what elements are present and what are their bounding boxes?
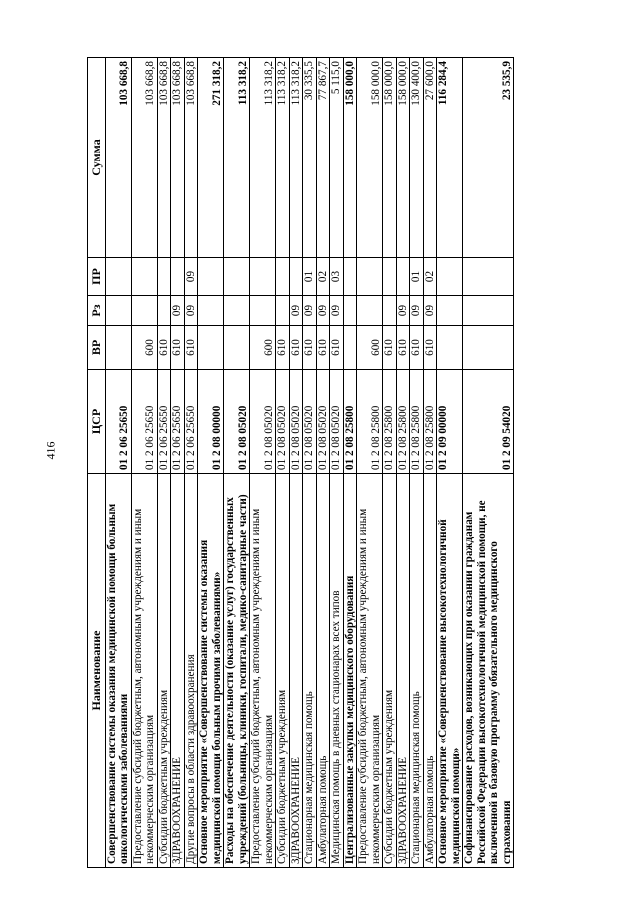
rz-cell: 09 <box>171 296 185 326</box>
rz-cell <box>198 296 224 326</box>
table-row <box>131 58 157 868</box>
csr-cell: 01 2 08 25800 <box>410 370 424 474</box>
pr-cell <box>437 258 463 296</box>
pr-cell: 09 <box>184 258 198 296</box>
pr-cell <box>198 258 224 296</box>
csr-cell: 01 2 08 05020 <box>316 370 330 474</box>
vr-cell: 610 <box>184 326 198 370</box>
header-csr: ЦСР <box>88 370 106 474</box>
sum-cell: 23 535,9 <box>463 58 514 258</box>
rz-cell <box>437 296 463 326</box>
pr-cell <box>276 258 290 296</box>
sum-cell: 5 115,0 <box>330 58 344 258</box>
name-cell: Предоставление субсидий бюджетным, автономным учреждениям и иным некоммерческим организациям <box>357 474 383 868</box>
pr-cell <box>383 258 397 296</box>
table-row <box>463 58 514 868</box>
sum-cell: 103 668,8 <box>157 58 171 258</box>
pr-cell <box>396 258 410 296</box>
table-row <box>250 58 276 868</box>
sum-cell: 158 000,0 <box>357 58 383 258</box>
vr-cell: 610 <box>396 326 410 370</box>
vr-cell: 610 <box>303 326 317 370</box>
sum-cell: 77 867,7 <box>316 58 330 258</box>
vr-cell <box>224 326 250 370</box>
vr-cell: 610 <box>289 326 303 370</box>
name-cell: Централизованные закупки медицинского оборудования <box>343 474 357 868</box>
pr-cell <box>224 258 250 296</box>
table-row <box>357 58 383 868</box>
header-pr: ПР <box>88 258 106 296</box>
sum-cell: 103 668,8 <box>171 58 185 258</box>
table-row <box>184 58 198 868</box>
rz-cell: 09 <box>316 296 330 326</box>
csr-cell: 01 2 08 05020 <box>289 370 303 474</box>
csr-cell: 01 2 06 25650 <box>105 370 131 474</box>
name-cell: Медицинская помощь в дневных стационарах всех типов <box>330 474 344 868</box>
csr-cell: 01 2 08 05020 <box>224 370 250 474</box>
header-sum: Сумма <box>88 58 106 258</box>
table-row <box>423 58 437 868</box>
rz-cell: 09 <box>423 296 437 326</box>
vr-cell <box>105 326 131 370</box>
rz-cell: 09 <box>184 296 198 326</box>
csr-cell: 01 2 09 54020 <box>463 370 514 474</box>
rz-cell <box>343 296 357 326</box>
pr-cell <box>105 258 131 296</box>
csr-cell: 01 2 06 25650 <box>171 370 185 474</box>
pr-cell <box>357 258 383 296</box>
vr-cell: 610 <box>316 326 330 370</box>
pr-cell: 02 <box>316 258 330 296</box>
table-row <box>276 58 290 868</box>
vr-cell: 610 <box>276 326 290 370</box>
pr-cell: 02 <box>423 258 437 296</box>
csr-cell: 01 2 08 05020 <box>276 370 290 474</box>
vr-cell: 610 <box>423 326 437 370</box>
pr-cell <box>289 258 303 296</box>
sum-cell: 113 318,2 <box>250 58 276 258</box>
csr-cell: 01 2 06 25650 <box>157 370 171 474</box>
sum-cell: 113 318,2 <box>289 58 303 258</box>
name-cell: Стационарная медицинская помощь <box>303 474 317 868</box>
sum-cell: 271 318,2 <box>198 58 224 258</box>
header-vr: ВР <box>88 326 106 370</box>
pr-cell <box>131 258 157 296</box>
sum-cell: 116 284,4 <box>437 58 463 258</box>
vr-cell: 610 <box>410 326 424 370</box>
vr-cell <box>463 326 514 370</box>
pr-cell: 03 <box>330 258 344 296</box>
rz-cell <box>250 296 276 326</box>
name-cell: Субсидии бюджетным учреждениям <box>383 474 397 868</box>
rz-cell: 09 <box>289 296 303 326</box>
rz-cell <box>276 296 290 326</box>
sum-cell: 103 668,8 <box>184 58 198 258</box>
name-cell: Предоставление субсидий бюджетным, автономным учреждениям и иным некоммерческим организациям <box>131 474 157 868</box>
csr-cell: 01 2 09 00000 <box>437 370 463 474</box>
name-cell: Амбулаторная помощь <box>316 474 330 868</box>
sum-cell: 158 000,0 <box>343 58 357 258</box>
table-row <box>157 58 171 868</box>
header-name: Наименование <box>88 474 106 868</box>
csr-cell: 01 2 06 25650 <box>184 370 198 474</box>
name-cell: ЗДРАВООХРАНЕНИЕ <box>289 474 303 868</box>
name-cell: Другие вопросы в области здравоохранения <box>184 474 198 868</box>
name-cell: Расходы на обеспечение деятельности (оказание услуг) государственных учреждений (больницы, клиники, госпитали, медико-санитарные части) <box>224 474 250 868</box>
csr-cell: 01 2 08 05020 <box>250 370 276 474</box>
name-cell: Субсидии бюджетным учреждениям <box>157 474 171 868</box>
page-number: 416 <box>43 441 58 459</box>
name-cell: ЗДРАВООХРАНЕНИЕ <box>396 474 410 868</box>
sum-cell: 30 335,5 <box>303 58 317 258</box>
rz-cell: 09 <box>303 296 317 326</box>
pr-cell <box>250 258 276 296</box>
pr-cell: 01 <box>303 258 317 296</box>
rz-cell <box>383 296 397 326</box>
header-rz: Рз <box>88 296 106 326</box>
csr-cell: 01 2 08 05020 <box>330 370 344 474</box>
pr-cell: 01 <box>410 258 424 296</box>
rz-cell <box>157 296 171 326</box>
table-row <box>105 58 131 868</box>
table-row <box>224 58 250 868</box>
vr-cell: 600 <box>131 326 157 370</box>
name-cell: Совершенствование системы оказания медицинской помощи больным онкологическими заболеваниями <box>105 474 131 868</box>
sum-cell: 158 000,0 <box>383 58 397 258</box>
vr-cell: 600 <box>250 326 276 370</box>
table-row <box>330 58 344 868</box>
csr-cell: 01 2 08 00000 <box>198 370 224 474</box>
vr-cell: 610 <box>171 326 185 370</box>
pr-cell <box>171 258 185 296</box>
csr-cell: 01 2 08 05020 <box>303 370 317 474</box>
rz-cell <box>357 296 383 326</box>
name-cell: Основное мероприятие «Совершенствование высокотехнологичной медицинской помощи» <box>437 474 463 868</box>
table-body <box>105 58 514 868</box>
csr-cell: 01 2 08 25800 <box>343 370 357 474</box>
table-header-row <box>88 58 106 868</box>
name-cell: ЗДРАВООХРАНЕНИЕ <box>171 474 185 868</box>
vr-cell <box>343 326 357 370</box>
table-row <box>289 58 303 868</box>
sum-cell: 113 318,2 <box>276 58 290 258</box>
vr-cell: 600 <box>357 326 383 370</box>
table-row <box>316 58 330 868</box>
rz-cell: 09 <box>410 296 424 326</box>
table-row <box>303 58 317 868</box>
pr-cell <box>157 258 171 296</box>
rz-cell <box>105 296 131 326</box>
csr-cell: 01 2 08 25800 <box>383 370 397 474</box>
pr-cell <box>343 258 357 296</box>
vr-cell <box>437 326 463 370</box>
csr-cell: 01 2 06 25650 <box>131 370 157 474</box>
table-row <box>396 58 410 868</box>
rz-cell: 09 <box>330 296 344 326</box>
sum-cell: 113 318,2 <box>224 58 250 258</box>
rotated-page <box>87 58 514 868</box>
sum-cell: 27 600,0 <box>423 58 437 258</box>
rz-cell <box>131 296 157 326</box>
name-cell: Амбулаторная помощь <box>423 474 437 868</box>
budget-table <box>87 57 514 868</box>
vr-cell <box>198 326 224 370</box>
rz-cell: 09 <box>396 296 410 326</box>
csr-cell: 01 2 08 25800 <box>396 370 410 474</box>
sum-cell: 158 000,0 <box>396 58 410 258</box>
table-row <box>437 58 463 868</box>
name-cell: Субсидии бюджетным учреждениям <box>276 474 290 868</box>
sum-cell: 103 668,8 <box>131 58 157 258</box>
vr-cell: 610 <box>330 326 344 370</box>
table-row <box>171 58 185 868</box>
vr-cell: 610 <box>157 326 171 370</box>
name-cell: Стационарная медицинская помощь <box>410 474 424 868</box>
name-cell: Основное мероприятие «Совершенствование системы оказания медицинской помощи больным прочими заболеваниями» <box>198 474 224 868</box>
pr-cell <box>463 258 514 296</box>
sum-cell: 103 668,8 <box>105 58 131 258</box>
table-row <box>410 58 424 868</box>
name-cell: Предоставление субсидий бюджетным, автономным учреждениям и иным некоммерческим организациям <box>250 474 276 868</box>
table-row <box>198 58 224 868</box>
table-row <box>383 58 397 868</box>
rz-cell <box>463 296 514 326</box>
name-cell: Софинансирование расходов, возникающих при оказании гражданам Российской Федерации высокотехнологичной медицинской помощи, не включенной в базовую программу обязательного медицинского страхования <box>463 474 514 868</box>
rz-cell <box>224 296 250 326</box>
sum-cell: 130 400,0 <box>410 58 424 258</box>
vr-cell: 610 <box>383 326 397 370</box>
csr-cell: 01 2 08 25800 <box>423 370 437 474</box>
csr-cell: 01 2 08 25800 <box>357 370 383 474</box>
table-row <box>343 58 357 868</box>
